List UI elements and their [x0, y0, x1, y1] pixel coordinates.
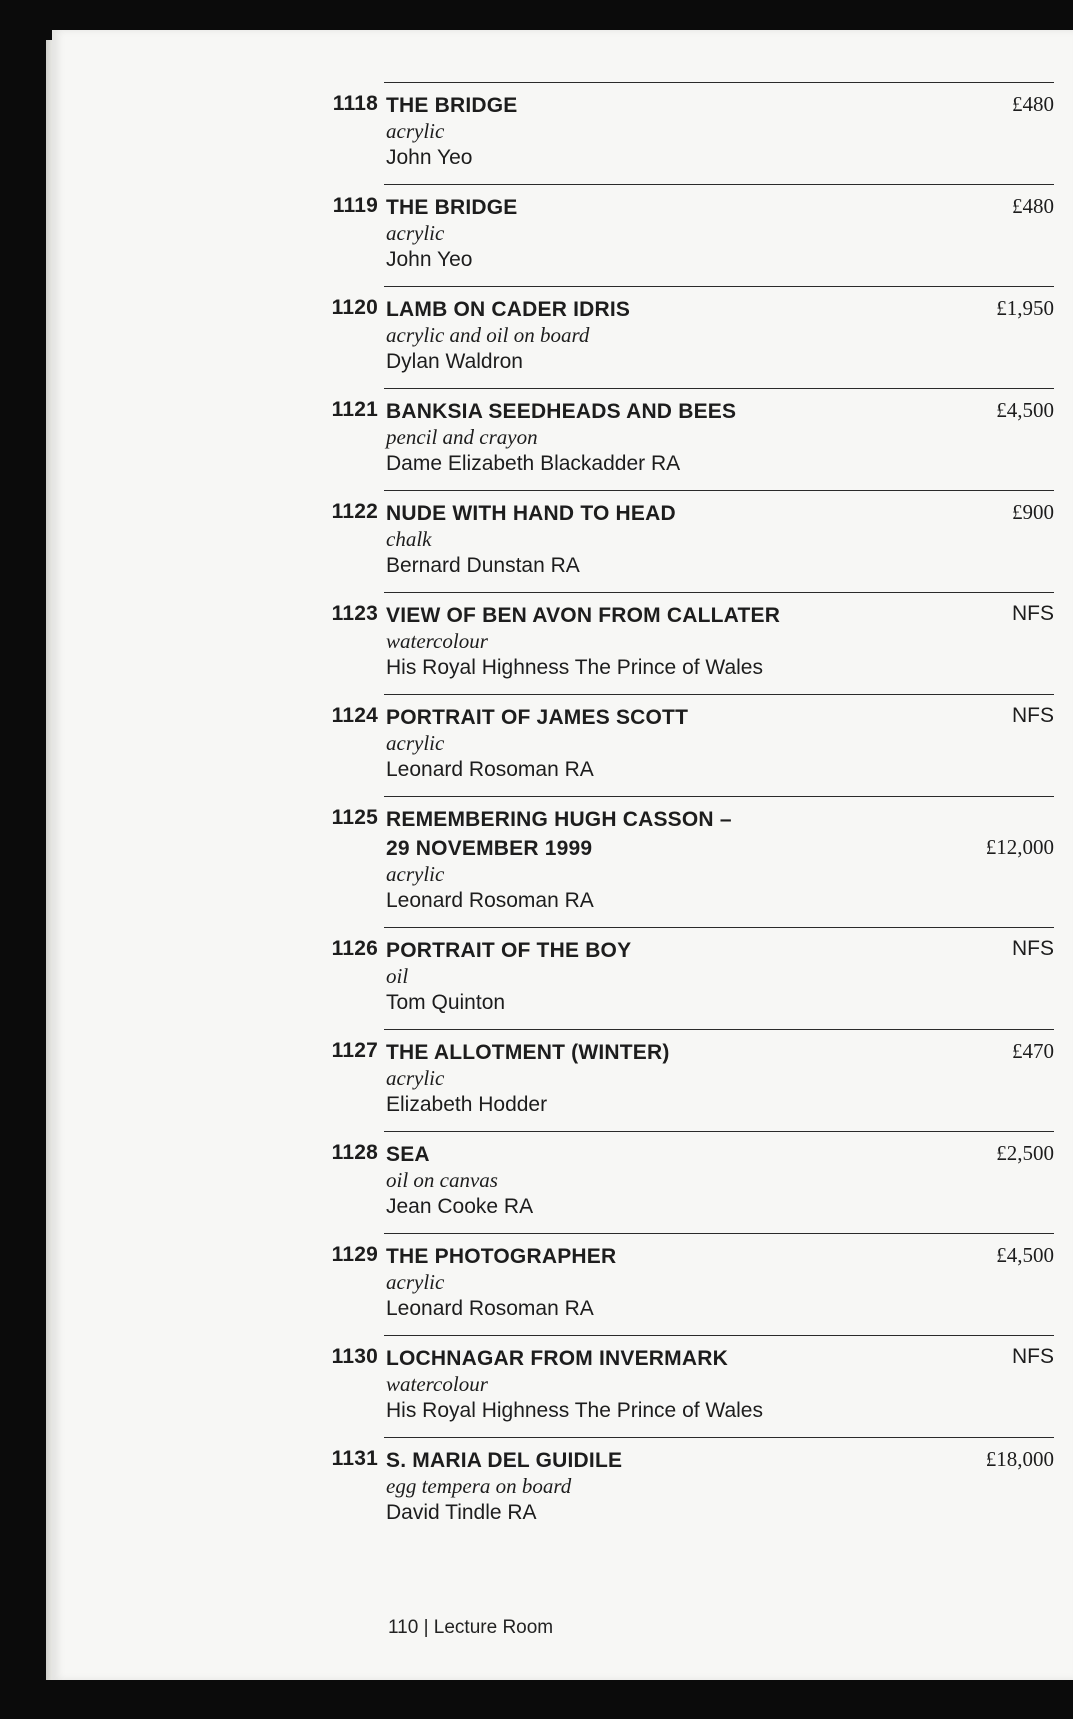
lot-number: 1123: [331, 602, 378, 625]
artwork-title: BANKSIA SEEDHEADS AND BEES: [386, 400, 737, 423]
artwork-price: £480: [1012, 194, 1054, 218]
lot-number: 1130: [331, 1345, 378, 1368]
artwork-medium: acrylic: [386, 119, 445, 143]
artwork-medium: acrylic: [386, 221, 445, 245]
artwork-title: LAMB ON CADER IDRIS: [386, 298, 631, 321]
artwork-title: SEA: [386, 1143, 430, 1166]
artwork-price: £470: [1012, 1039, 1054, 1063]
artwork-title: THE BRIDGE: [386, 94, 518, 117]
catalogue-entry-1118: [332, 82, 1054, 184]
artwork-price: NFS: [1012, 1345, 1054, 1368]
artist-name: Dylan Waldron: [386, 350, 523, 373]
artwork-title: VIEW OF BEN AVON FROM CALLATER: [386, 604, 781, 627]
catalogue-page: [52, 30, 1073, 1680]
page-footer: [388, 1617, 553, 1639]
artwork-title: S. MARIA DEL GUIDILE: [386, 1449, 623, 1472]
catalogue-entry-1122: [331, 490, 1054, 592]
artwork-title: PORTRAIT OF THE BOY: [386, 939, 632, 962]
artwork-medium: oil on canvas: [386, 1168, 498, 1192]
catalogue-entry-1119: [332, 184, 1054, 286]
catalogue-entry-1128: [331, 1131, 1054, 1233]
lot-number: 1131: [331, 1447, 378, 1470]
artwork-medium: acrylic and oil on board: [386, 323, 590, 347]
catalogue-entry-1123: [331, 592, 1054, 694]
lot-number: 1121: [331, 398, 378, 421]
artist-name: David Tindle RA: [386, 1501, 537, 1524]
artwork-medium: watercolour: [386, 1372, 488, 1396]
catalogue-list: [52, 82, 1073, 1539]
artwork-medium: acrylic: [386, 731, 445, 755]
catalogue-entry-1121: [331, 388, 1054, 490]
artwork-medium: watercolour: [386, 629, 488, 653]
lot-number: 1124: [331, 704, 378, 727]
lot-number: 1122: [331, 500, 378, 523]
catalogue-entry-1120: [331, 286, 1054, 388]
catalogue-entry-1131: [331, 1437, 1054, 1539]
artist-name: Dame Elizabeth Blackadder RA: [386, 452, 681, 475]
artwork-price: £4,500: [996, 398, 1054, 422]
artist-name: John Yeo: [386, 146, 473, 169]
artist-name: Tom Quinton: [386, 991, 506, 1014]
artwork-price: £480: [1012, 92, 1054, 116]
artwork-medium: pencil and crayon: [386, 425, 538, 449]
catalogue-entry-1129: [331, 1233, 1054, 1335]
footer-separator: |: [423, 1617, 429, 1638]
artist-name: Leonard Rosoman RA: [386, 889, 594, 912]
section-name: Lecture Room: [433, 1617, 554, 1638]
catalogue-entry-1127: [331, 1029, 1054, 1131]
artwork-price: NFS: [1012, 704, 1054, 727]
artwork-title-line-2: 29 NOVEMBER 1999: [386, 837, 593, 860]
artwork-medium: egg tempera on board: [386, 1474, 572, 1498]
artist-name: His Royal Highness The Prince of Wales: [386, 1399, 763, 1422]
lot-number: 1128: [331, 1141, 378, 1164]
artwork-medium: acrylic: [386, 862, 445, 886]
catalogue-entry-1130: [331, 1335, 1054, 1437]
artwork-price: NFS: [1012, 602, 1054, 625]
artist-name: Jean Cooke RA: [386, 1195, 534, 1218]
artwork-title: PORTRAIT OF JAMES SCOTT: [386, 706, 689, 729]
lot-number: 1120: [331, 296, 378, 319]
lot-number: 1125: [331, 806, 378, 829]
page-number: 110: [388, 1617, 419, 1638]
artist-name: Elizabeth Hodder: [386, 1093, 548, 1116]
artwork-price: NFS: [1012, 937, 1054, 960]
artwork-title: THE BRIDGE: [386, 196, 518, 219]
lot-number: 1118: [332, 92, 378, 115]
artwork-price: £4,500: [996, 1243, 1054, 1267]
artwork-medium: acrylic: [386, 1270, 445, 1294]
artwork-price: £2,500: [996, 1141, 1054, 1165]
artist-name: Bernard Dunstan RA: [386, 554, 580, 577]
artist-name: Leonard Rosoman RA: [386, 1297, 594, 1320]
artwork-title: THE ALLOTMENT (WINTER): [386, 1041, 670, 1064]
artist-name: Leonard Rosoman RA: [386, 758, 594, 781]
catalogue-entry-1125: [331, 796, 1054, 927]
artwork-title-line-1: REMEMBERING HUGH CASSON –: [386, 808, 732, 831]
artist-name: John Yeo: [386, 248, 473, 271]
artwork-medium: acrylic: [386, 1066, 445, 1090]
lot-number: 1129: [331, 1243, 378, 1266]
artwork-medium: chalk: [386, 527, 432, 551]
artist-name: His Royal Highness The Prince of Wales: [386, 656, 763, 679]
artwork-medium: oil: [386, 964, 409, 988]
lot-number: 1126: [331, 937, 378, 960]
catalogue-entry-1126: [331, 927, 1054, 1029]
artwork-price: £1,950: [996, 296, 1054, 320]
artwork-title: LOCHNAGAR FROM INVERMARK: [386, 1347, 728, 1370]
lot-number: 1127: [331, 1039, 378, 1062]
artwork-price: £900: [1012, 500, 1054, 524]
artwork-title: NUDE WITH HAND TO HEAD: [386, 502, 676, 525]
artwork-title: THE PHOTOGRAPHER: [386, 1245, 617, 1268]
catalogue-entry-1124: [331, 694, 1054, 796]
artwork-price: £12,000: [985, 835, 1054, 859]
artwork-price: £18,000: [985, 1447, 1054, 1471]
lot-number: 1119: [332, 194, 378, 217]
